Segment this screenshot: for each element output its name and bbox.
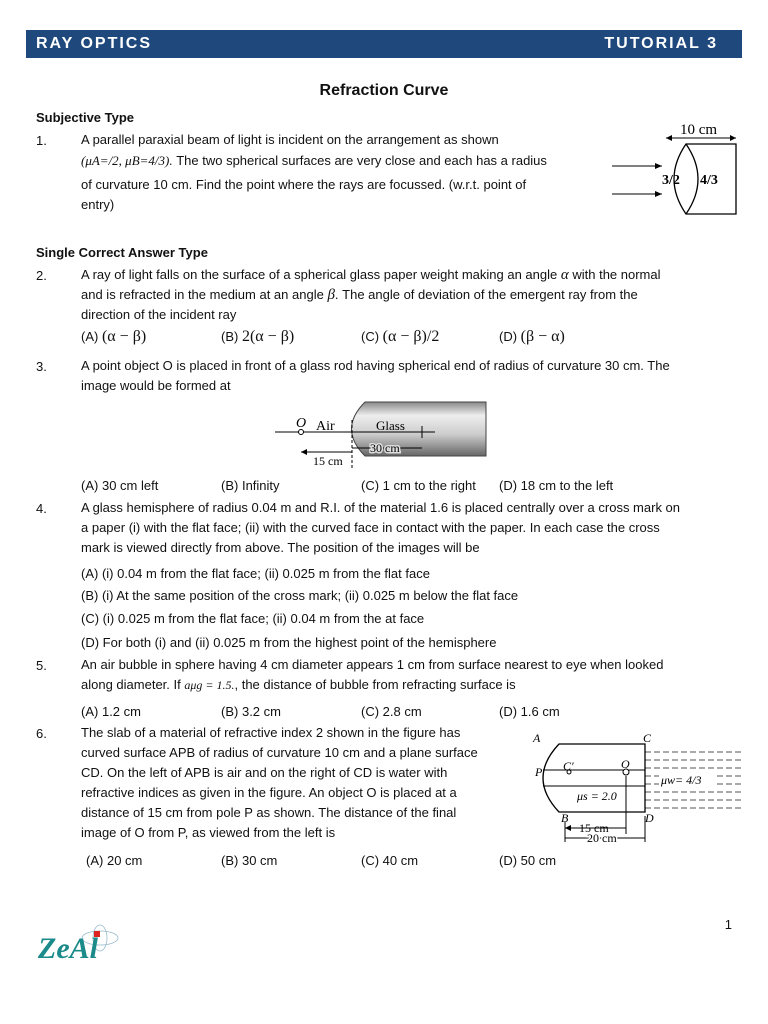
q5-option-a-value: 1.2 cm xyxy=(101,704,141,719)
q3-fig-air: Air xyxy=(316,419,335,434)
q6-fig-o: O xyxy=(621,757,630,771)
q1-mu-values: (μA=/2, μB=4/3). xyxy=(81,153,173,168)
q6-option-b[interactable] xyxy=(221,853,277,868)
q3-text xyxy=(81,356,733,396)
header-bar xyxy=(26,30,742,58)
q4-line3: mark is viewed directly from above. The position of the images will be xyxy=(81,540,480,555)
q1-fig-mu-a: 3/2 xyxy=(662,173,680,188)
q3-option-a-value: 30 cm left xyxy=(101,478,159,493)
q3-line2: image would be formed at xyxy=(81,378,231,393)
q3-option-d[interactable] xyxy=(499,478,613,493)
q2-line1b: with the normal xyxy=(568,267,661,282)
q3-option-b[interactable] xyxy=(221,478,280,493)
q2-line1a: A ray of light falls on the surface of a spherical glass paper weight making an angle xyxy=(81,267,558,282)
zeal-logo-text: ZeAl xyxy=(38,932,98,964)
q6-option-c-label: (C) xyxy=(361,853,380,868)
q6-fig-mu-slab: μs = 2.0 xyxy=(577,789,617,803)
q6-fig-cprime: C′ xyxy=(563,759,574,773)
q3-number: 3. xyxy=(36,359,47,374)
q5-mu: aμg = 1.5. xyxy=(184,678,235,692)
q4-option-c[interactable]: (C) (i) 0.025 m from the flat face; (ii) 0.04 m from the at face xyxy=(81,611,425,626)
q6-line4: refractive indices as given in the figure. An object O is placed at a xyxy=(81,785,457,800)
q2-option-c-value: (α − β)/2 xyxy=(382,328,440,345)
q2-option-a[interactable] xyxy=(81,328,146,346)
q5-option-b-label: (B) xyxy=(221,704,239,719)
q1-fig-mu-b: 4/3 xyxy=(700,173,718,188)
q2-option-a-label: (A) xyxy=(81,329,99,344)
q6-line3: CD. On the left of APB is air and on the right of CD is water with xyxy=(81,765,448,780)
q1-line1: A parallel paraxial beam of light is incident on the arrangement as shown xyxy=(81,132,499,147)
q6-number: 6. xyxy=(36,726,47,741)
header-right-title: TUTORIAL 3 xyxy=(604,35,718,52)
q5-option-c[interactable] xyxy=(361,704,422,719)
q1-figure xyxy=(610,118,742,218)
q5-line2a: along diameter. If xyxy=(81,677,181,692)
q2-line3: direction of the incident ray xyxy=(81,307,237,322)
q6-option-d-label: (D) xyxy=(499,853,518,868)
q6-option-a-label: (A) xyxy=(86,853,104,868)
header-left-title: RAY OPTICS xyxy=(36,35,153,52)
q3-option-a[interactable] xyxy=(81,478,158,493)
q3-option-b-label: (B) xyxy=(221,478,239,493)
q6-fig-a: A xyxy=(533,731,541,745)
section-subjective: Subjective Type xyxy=(36,110,135,125)
q2-option-d-label: (D) xyxy=(499,329,518,344)
q2-text xyxy=(81,265,733,325)
q6-option-a[interactable] xyxy=(86,853,142,868)
q3-option-c-label: (C) xyxy=(361,478,380,493)
q6-line6: image of O from P, as viewed from the left is xyxy=(81,825,336,840)
q2-option-c[interactable] xyxy=(361,328,439,346)
q6-line5: distance of 15 cm from pole P as shown. The distance of the final xyxy=(81,805,457,820)
q6-option-d-value: 50 cm xyxy=(520,853,557,868)
q6-line1: The slab of a material of refractive index 2 shown in the figure has xyxy=(81,725,461,740)
q3-fig-o: O xyxy=(296,416,307,431)
q2-option-c-label: (C) xyxy=(361,329,380,344)
q5-option-b-value: 3.2 cm xyxy=(241,704,281,719)
q2-number: 2. xyxy=(36,268,47,283)
q2-option-d-value: (β − α) xyxy=(520,328,565,345)
q2-option-b[interactable] xyxy=(221,328,294,346)
q2-line2a: and is refracted in the medium at an angle xyxy=(81,287,324,302)
q6-figure xyxy=(525,730,745,848)
q1-line3: of curvature 10 cm. Find the point where the rays are focussed. (w.r.t. point of xyxy=(81,177,527,192)
q3-line1: A point object O is placed in front of a glass rod having spherical end of radius of curvature 30 cm. The xyxy=(81,358,670,373)
q6-fig-15cm: 15 cm xyxy=(579,821,609,835)
q4-option-a[interactable]: (A) (i) 0.04 m from the flat face; (ii) 0.025 m from the flat face xyxy=(81,566,430,581)
q5-number: 5. xyxy=(36,658,47,673)
q2-alpha: α xyxy=(560,267,569,283)
q6-option-c-value: 40 cm xyxy=(382,853,419,868)
q4-line1: A glass hemisphere of radius 0.04 m and R.I. of the material 1.6 is placed centrally over a cross mark on xyxy=(81,500,681,515)
q6-option-b-label: (B) xyxy=(221,853,239,868)
q3-option-b-value: Infinity xyxy=(241,478,280,493)
q1-text xyxy=(81,130,599,215)
q5-option-d-label: (D) xyxy=(499,704,518,719)
q6-fig-mu-water: μw= 4/3 xyxy=(661,773,702,787)
q5-text xyxy=(81,655,733,695)
q4-line2: a paper (i) with the flat face; (ii) with the curved face in contact with the paper. In each case the cross xyxy=(81,520,660,535)
q5-option-c-value: 2.8 cm xyxy=(382,704,422,719)
q6-fig-c: C xyxy=(643,731,652,745)
q4-number: 4. xyxy=(36,501,47,516)
q3-option-d-label: (D) xyxy=(499,478,518,493)
q3-option-c[interactable] xyxy=(361,478,476,493)
q3-figure xyxy=(270,398,490,468)
q6-fig-20cm: 20 cm xyxy=(587,831,617,845)
q4-text xyxy=(81,498,733,558)
q5-option-d-value: 1.6 cm xyxy=(520,704,560,719)
q5-line2b: , the distance of bubble from refracting surface is xyxy=(234,677,516,692)
q5-option-a-label: (A) xyxy=(81,704,99,719)
q2-option-b-value: 2(α − β) xyxy=(241,328,295,345)
q2-beta: β xyxy=(327,287,335,303)
q6-option-b-value: 30 cm xyxy=(241,853,278,868)
q6-fig-b: B xyxy=(561,811,569,825)
q1-line2: The two spherical surfaces are very close and each has a radius xyxy=(172,153,547,168)
page-number: 1 xyxy=(724,917,732,932)
q2-option-d[interactable] xyxy=(499,328,565,346)
q6-fig-d: D xyxy=(645,811,654,825)
q2-line2b: . The angle of deviation of the emergent ray from the xyxy=(334,287,638,302)
q1-line4: entry) xyxy=(81,197,115,212)
q6-fig-p: P xyxy=(535,765,543,779)
q6-option-c[interactable] xyxy=(361,853,418,868)
zeal-logo xyxy=(36,924,146,964)
q3-option-d-value: 18 cm to the left xyxy=(520,478,614,493)
q3-fig-30cm: 30 cm xyxy=(370,441,400,455)
q2-option-b-label: (B) xyxy=(221,329,239,344)
q6-option-a-value: 20 cm xyxy=(106,853,143,868)
q5-option-c-label: (C) xyxy=(361,704,380,719)
q3-fig-15cm: 15 cm xyxy=(313,454,343,468)
q5-option-a[interactable] xyxy=(81,704,141,719)
q4-option-b[interactable]: (B) (i) At the same position of the cross mark; (ii) 0.025 m below the flat face xyxy=(81,588,519,603)
q4-option-d[interactable]: (D) For both (i) and (ii) 0.025 m from the highest point of the hemisphere xyxy=(81,635,497,650)
page-title: Refraction Curve xyxy=(319,82,449,99)
q6-line2: curved surface APB of radius of curvature 10 cm and a plane surface xyxy=(81,745,478,760)
q5-line1: An air bubble in sphere having 4 cm diameter appears 1 cm from surface nearest to eye when looked xyxy=(81,657,664,672)
section-single-correct: Single Correct Answer Type xyxy=(36,245,208,260)
q6-option-d[interactable] xyxy=(499,853,556,868)
q3-fig-glass: Glass xyxy=(376,418,405,433)
q3-option-a-label: (A) xyxy=(81,478,99,493)
q1-fig-10cm: 10 cm xyxy=(680,122,718,138)
q1-number: 1. xyxy=(36,133,47,148)
q6-text xyxy=(81,723,513,843)
q2-option-a-value: (α − β) xyxy=(101,328,147,345)
q5-option-b[interactable] xyxy=(221,704,281,719)
q3-option-c-value: 1 cm to the right xyxy=(382,478,476,493)
q5-option-d[interactable] xyxy=(499,704,560,719)
